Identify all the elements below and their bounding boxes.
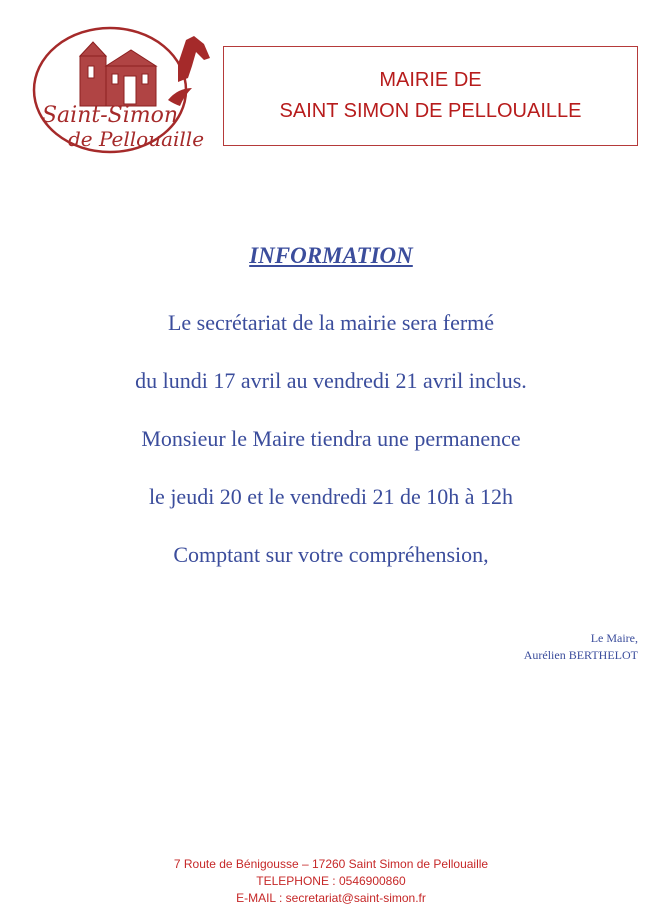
horse-icon: [178, 36, 210, 82]
notice-line-3: Monsieur le Maire tiendra une permanence: [141, 426, 521, 451]
logo-emblem: [28, 22, 218, 160]
notice-body: [0, 238, 662, 584]
logo-text-line2: de Pellouaille: [67, 127, 205, 151]
church-icon: [80, 42, 156, 106]
footer-address: 7 Route de Bénigousse – 17260 Saint Simon de Pellouaille: [173, 857, 489, 871]
logo-text-line1: Saint-Simon: [41, 103, 179, 128]
notice-line-2: du lundi 17 avril au vendredi 21 avril inclus.: [135, 368, 527, 393]
mairie-header-box: [223, 46, 638, 146]
notice-line-4: le jeudi 20 et le vendredi 21 de 10h à 12h: [148, 484, 514, 509]
footer-email: E-MAIL : secretariat@saint-simon.fr: [236, 891, 426, 905]
signature-name: Aurélien BERTHELOT: [523, 648, 638, 662]
notice-line-1: Le secrétariat de la mairie sera fermé: [167, 310, 495, 335]
footer-telephone: TELEPHONE : 0546900860: [256, 874, 406, 888]
header-line-1: MAIRIE DE: [379, 69, 482, 91]
notice-line-5: Comptant sur votre compréhension,: [173, 542, 489, 567]
signature-title: Le Maire,: [590, 631, 638, 645]
signature-block: [524, 630, 638, 664]
footer-contact: [0, 856, 662, 907]
notice-heading: INFORMATION: [249, 243, 413, 268]
header-line-2: SAINT SIMON DE PELLOUAILLE: [279, 100, 582, 122]
municipality-logo: [28, 22, 218, 160]
